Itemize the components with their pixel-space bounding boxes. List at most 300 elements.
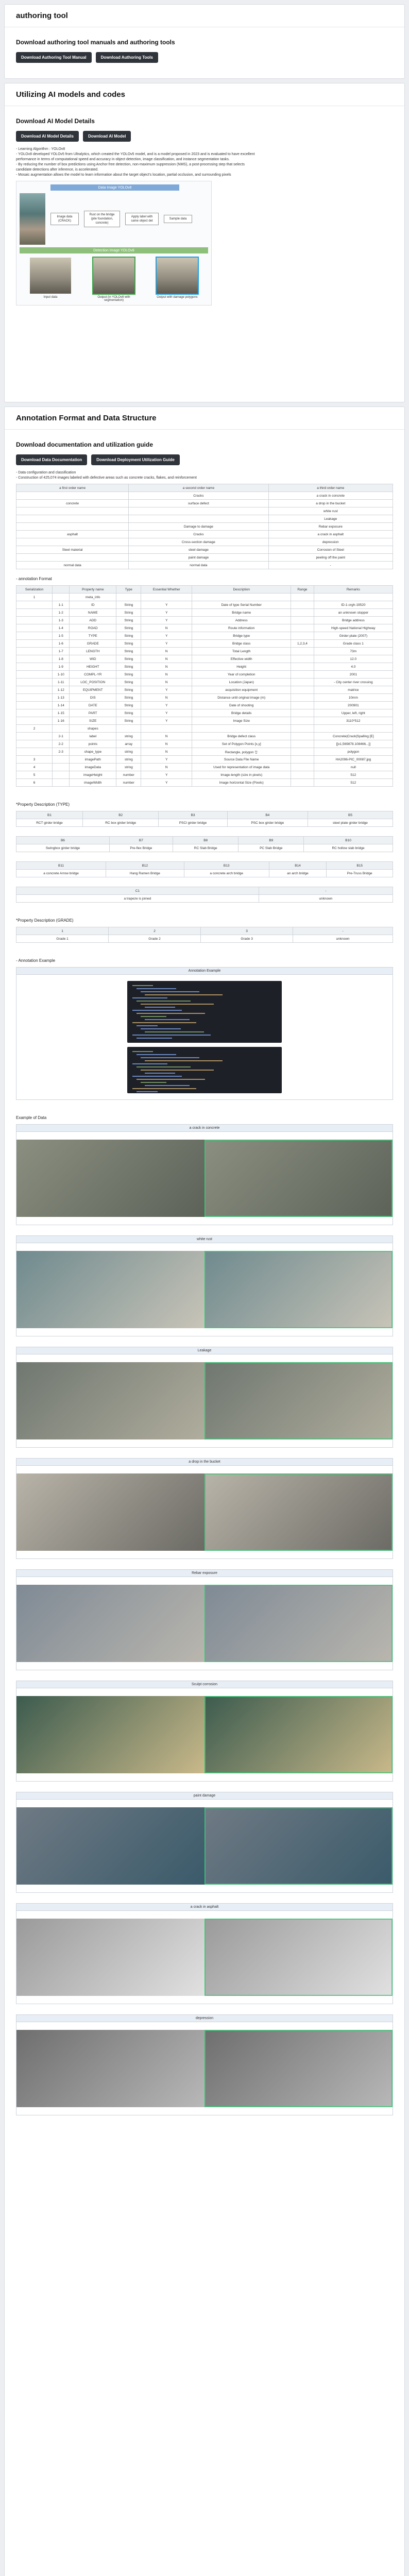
code-screenshot — [127, 981, 282, 1043]
table-row — [16, 617, 393, 624]
table-cell: string — [116, 733, 141, 740]
table-cell: Used for representation of image data — [192, 764, 291, 771]
output-photo — [157, 258, 198, 294]
type-table — [16, 836, 393, 852]
table-row — [16, 725, 393, 733]
table-cell: String — [116, 617, 141, 624]
table-cell — [291, 686, 314, 694]
table-cell — [291, 709, 314, 717]
table-row — [16, 671, 393, 679]
table-cell: paint damage — [129, 554, 268, 562]
table-cell: Y — [141, 617, 192, 624]
table-cell: a concrete Arrow bridge — [16, 870, 106, 877]
table-cell — [53, 764, 70, 771]
table-cell: N — [141, 748, 192, 756]
table-cell: 1-15 — [53, 709, 70, 717]
table-cell — [291, 671, 314, 679]
table-cell — [291, 655, 314, 663]
table-cell — [291, 764, 314, 771]
table-cell: Concrete|Crack|Spalling [E] — [314, 733, 393, 740]
table-cell: COMPL-YR — [70, 671, 116, 679]
table-cell: ID — [70, 601, 116, 609]
table-row — [16, 655, 393, 663]
table-cell: Bridge defect class — [192, 733, 291, 740]
example-labeled-image — [204, 1919, 393, 1996]
table-cell: imageHeight — [70, 771, 116, 779]
table-cell: PSC box girder bridge — [227, 819, 308, 827]
table-cell — [16, 632, 53, 640]
table-cell — [16, 648, 53, 655]
table-cell: a crack in asphalt — [268, 531, 393, 538]
table-cell — [291, 733, 314, 740]
table-header: 1 — [16, 927, 109, 935]
download-tools-button[interactable]: Download Authoring Tools — [96, 52, 158, 63]
table-cell: SIZE — [70, 717, 116, 725]
table-cell: Grade 3 — [201, 935, 293, 943]
table-header: B13 — [184, 862, 269, 870]
input-image-stack — [20, 193, 45, 245]
table-cell: shape_type — [70, 748, 116, 756]
table-cell: HEIGHT — [70, 663, 116, 671]
table-cell: Location (Japan) — [192, 679, 291, 686]
example-labeled-image — [204, 2030, 393, 2107]
table-cell: 4 — [16, 764, 53, 771]
table-cell: Effective width — [192, 655, 291, 663]
table-cell: peeling off the paint — [268, 554, 393, 562]
table-row — [16, 648, 393, 655]
table-cell — [291, 694, 314, 702]
table-cell: 1-2 — [53, 609, 70, 617]
table-cell: string — [116, 756, 141, 764]
input-photo — [30, 258, 71, 294]
example-original-image — [16, 1585, 204, 1662]
example-labeled-image — [204, 1585, 393, 1662]
ai-models-subtitle: Download AI Model Details — [16, 117, 95, 125]
table-cell — [291, 756, 314, 764]
example-original-image — [16, 1251, 204, 1328]
table-cell: N — [141, 740, 192, 748]
table-cell: Bridge name — [192, 609, 291, 617]
table-cell: Cross-section damage — [129, 538, 268, 546]
table-header: a second order name — [129, 484, 268, 492]
table-cell — [291, 740, 314, 748]
table-cell: 4.0 — [314, 663, 393, 671]
table-cell: Y — [141, 779, 192, 787]
example-original-image — [16, 2030, 204, 2107]
table-cell: Y — [141, 709, 192, 717]
table-cell — [291, 725, 314, 733]
example-title: Sculpt corrosion — [16, 1681, 393, 1688]
example-title: paint damage — [16, 1792, 393, 1800]
type-tables — [16, 811, 393, 903]
table-cell: String — [116, 702, 141, 709]
table-header: Type — [116, 586, 141, 594]
download-guide-button[interactable]: Download Deployment Utilization Guide — [91, 454, 180, 465]
table-cell — [291, 748, 314, 756]
example-labeled-image — [204, 1362, 393, 1439]
table-header: B2 — [82, 811, 159, 819]
table-cell: N — [141, 679, 192, 686]
example-pair — [16, 1235, 393, 1336]
table-row — [16, 546, 393, 554]
table-cell — [291, 617, 314, 624]
table-cell: Y — [141, 702, 192, 709]
table-cell: unknown — [293, 935, 393, 943]
table-header: B8 — [173, 837, 238, 844]
table-cell: 1-8 — [53, 655, 70, 663]
table-row — [16, 640, 393, 648]
table-cell: Y — [141, 640, 192, 648]
table-cell: Hang Ramen Bridge — [106, 870, 184, 877]
annotation-subtitle: Download documentation and utilization guide — [16, 441, 153, 448]
table-cell: Y — [141, 601, 192, 609]
table-cell: 2-1 — [53, 733, 70, 740]
table-header: Remarks — [314, 586, 393, 594]
table-cell: RC Slab Bridge — [173, 844, 238, 852]
table-cell: 1-4 — [53, 624, 70, 632]
table-cell: Upper, left, right — [314, 709, 393, 717]
table-cell: String — [116, 624, 141, 632]
table-header: B5 — [308, 811, 393, 819]
table-row — [16, 717, 393, 725]
table-cell — [16, 507, 129, 515]
table-cell: High-speed National Highway — [314, 624, 393, 632]
table-cell — [16, 733, 53, 740]
table-cell — [291, 601, 314, 609]
table-cell: number — [116, 779, 141, 787]
table-cell — [291, 779, 314, 787]
table-cell — [16, 702, 53, 709]
table-cell: 1-9 — [53, 663, 70, 671]
table-row — [16, 740, 393, 748]
table-row — [16, 624, 393, 632]
annotation-card — [4, 406, 405, 2576]
table-cell: N — [141, 764, 192, 771]
table-cell: WID — [70, 655, 116, 663]
annotation-example — [16, 967, 393, 1100]
table-header: B10 — [304, 837, 393, 844]
table-cell: Date of shooting — [192, 702, 291, 709]
annotation-title: Annotation Format and Data Structure — [16, 414, 157, 422]
table-cell: Y — [141, 756, 192, 764]
table-cell: acquisition equipment — [192, 686, 291, 694]
table-cell: Bridge type — [192, 632, 291, 640]
table-cell — [291, 632, 314, 640]
table-cell: steel damage — [129, 546, 268, 554]
table-cell — [53, 725, 70, 733]
table-cell — [16, 538, 129, 546]
table-cell — [16, 609, 53, 617]
example-pair — [16, 1124, 393, 1225]
table-cell — [53, 779, 70, 787]
table-cell: 200901 — [314, 702, 393, 709]
table-cell: String — [116, 609, 141, 617]
table-cell: number — [116, 771, 141, 779]
table-row — [16, 554, 393, 562]
table-cell: RC hollow slab bridge — [304, 844, 393, 852]
table-cell: PART — [70, 709, 116, 717]
table-cell — [16, 624, 53, 632]
table-row — [16, 538, 393, 546]
table-cell: Grade class 1 — [314, 640, 393, 648]
authoring-tool-subtitle: Download authoring tool manuals and authoring tools — [16, 39, 175, 46]
annotation-format-label: - annotation Format — [16, 577, 52, 581]
table-cell: Y — [141, 609, 192, 617]
diagram-box: Sample data — [164, 215, 192, 223]
table-row — [16, 663, 393, 671]
table-cell — [53, 594, 70, 601]
table-cell: ADD — [70, 617, 116, 624]
table-cell: depression — [268, 538, 393, 546]
example-title: white rust — [16, 1236, 393, 1243]
table-cell: Y — [141, 771, 192, 779]
diagram-caption: Input data — [43, 296, 58, 299]
example-title: Leakage — [16, 1347, 393, 1354]
table-cell — [291, 679, 314, 686]
table-row — [16, 733, 393, 740]
table-cell: 1,2,3,4 — [291, 640, 314, 648]
table-row — [16, 779, 393, 787]
table-header: a third order name — [268, 484, 393, 492]
table-cell — [16, 663, 53, 671]
table-cell — [16, 671, 53, 679]
table-cell — [16, 601, 53, 609]
download-ai-model-button[interactable]: Download AI Model — [83, 131, 131, 142]
authoring-tool-card — [4, 4, 405, 79]
type-table — [16, 887, 393, 903]
example-title: depression — [16, 2015, 393, 2022]
table-cell: Set of Polygon Points [x,y] — [192, 740, 291, 748]
type-table — [16, 861, 393, 877]
table-cell — [16, 640, 53, 648]
table-header: B6 — [16, 837, 110, 844]
bullet: - Learning Algorithm : YOLOv8 — [16, 147, 65, 151]
table-cell: points — [70, 740, 116, 748]
annotation-format-table — [16, 585, 393, 787]
authoring-tool-title: authoring tool — [16, 11, 68, 20]
table-header: a first order name — [16, 484, 129, 492]
example-pair — [16, 1569, 393, 1670]
table-cell: 1-11 — [53, 679, 70, 686]
diagram-top-bar: Data Image YOLOv8 — [50, 184, 179, 191]
table-cell: Image Size — [192, 717, 291, 725]
table-cell: Total Length — [192, 648, 291, 655]
table-cell: Cracks — [129, 531, 268, 538]
table-cell: Rectangle, polygon 등 — [192, 748, 291, 756]
table-header: B15 — [327, 862, 393, 870]
table-cell — [291, 717, 314, 725]
table-cell: Leakage — [268, 515, 393, 523]
example-original-image — [16, 1473, 204, 1551]
table-cell — [192, 594, 291, 601]
table-cell: RCT girder bridge — [16, 819, 83, 827]
table-cell: array — [116, 740, 141, 748]
table-cell — [16, 740, 53, 748]
table-header: B7 — [109, 837, 173, 844]
table-cell — [314, 594, 393, 601]
table-header: Property name — [70, 586, 116, 594]
table-cell: DIS — [70, 694, 116, 702]
table-cell: String — [116, 679, 141, 686]
table-cell: Bridge class — [192, 640, 291, 648]
table-header: Range — [291, 586, 314, 594]
table-cell: N — [141, 663, 192, 671]
example-title: a crack in concrete — [16, 1125, 393, 1132]
table-cell — [116, 725, 141, 733]
table-header: Essential Whether — [141, 586, 192, 594]
table-cell: String — [116, 632, 141, 640]
table-cell — [53, 771, 70, 779]
table-cell — [291, 624, 314, 632]
classification-table — [16, 484, 393, 569]
table-cell — [192, 725, 291, 733]
table-cell: 1-13 — [53, 694, 70, 702]
table-cell: label — [70, 733, 116, 740]
table-cell — [16, 655, 53, 663]
table-cell: 1-10 — [53, 671, 70, 679]
table-cell: Bridge details — [192, 709, 291, 717]
table-cell: Image horizontal Size (Pixels) — [192, 779, 291, 787]
table-cell: ID-1-crgh-19520 — [314, 601, 393, 609]
example-original-image — [16, 1696, 204, 1773]
table-cell: 1-1 — [53, 601, 70, 609]
table-cell: ROAD — [70, 624, 116, 632]
diagram-box: Image data (CRACK) — [50, 213, 79, 225]
example-title: a drop in the bucket — [16, 1459, 393, 1466]
table-header — [53, 586, 70, 594]
table-cell: Distance until original image (m) — [192, 694, 291, 702]
table-cell: shapes — [70, 725, 116, 733]
table-cell — [16, 717, 53, 725]
download-ai-details-button[interactable]: Download AI Model Details — [16, 131, 79, 142]
table-cell — [16, 709, 53, 717]
table-cell: Pre-Truss Bridge — [327, 870, 393, 877]
table-row — [16, 601, 393, 609]
table-cell — [129, 507, 268, 515]
table-cell: Grade 1 — [16, 935, 109, 943]
example-pair — [16, 1681, 393, 1782]
annotation-example-title: Annotation Example — [16, 968, 393, 975]
table-cell: a concrete arch bridge — [184, 870, 269, 877]
table-cell: Bridge address — [314, 617, 393, 624]
annotation-example-label: - Annotation Example — [16, 958, 56, 963]
table-cell — [314, 725, 393, 733]
table-cell: 73m — [314, 648, 393, 655]
table-cell — [53, 756, 70, 764]
table-cell: unknown — [259, 895, 393, 903]
table-cell: String — [116, 671, 141, 679]
table-header: 3 — [201, 927, 293, 935]
table-cell: Grade 2 — [109, 935, 201, 943]
table-cell: LENGTH — [70, 648, 116, 655]
table-row — [16, 531, 393, 538]
table-cell: Pre-flex Bridge — [109, 844, 173, 852]
example-original-image — [16, 1140, 204, 1217]
table-cell: N — [141, 648, 192, 655]
table-cell: N — [141, 733, 192, 740]
table-cell: EQUIPMENT — [70, 686, 116, 694]
table-cell: Year of completion — [192, 671, 291, 679]
table-cell — [291, 663, 314, 671]
download-data-doc-button[interactable]: Download Data Documentation — [16, 454, 87, 465]
table-cell: NAME — [70, 609, 116, 617]
table-cell: TYPE — [70, 632, 116, 640]
type-description-label: *Property Description (TYPE) — [16, 802, 70, 807]
example-data-label: Example of Data — [16, 1115, 47, 1120]
table-cell: white rust — [268, 507, 393, 515]
table-cell: imagePath — [70, 756, 116, 764]
bullet: - Data configuration and classification — [16, 471, 76, 474]
table-cell — [16, 492, 129, 500]
table-header: B3 — [159, 811, 227, 819]
table-row — [16, 748, 393, 756]
table-cell: Height — [192, 663, 291, 671]
table-cell — [291, 609, 314, 617]
table-cell: RC box girder bridge — [82, 819, 159, 827]
table-cell: Damage to damage — [129, 523, 268, 531]
table-row — [16, 492, 393, 500]
table-cell: - — [268, 562, 393, 569]
ai-bullets — [16, 147, 393, 178]
table-cell: HA2096-PIC_00087.jpg — [314, 756, 393, 764]
example-pair — [16, 1903, 393, 2004]
table-cell: Date of type Serial Number — [192, 601, 291, 609]
bullet: candidate detections after inference, is accelerated. — [16, 168, 98, 172]
table-cell: 12.0 — [314, 655, 393, 663]
example-pair — [16, 1792, 393, 1893]
table-cell: imageData — [70, 764, 116, 771]
table-cell: PC Slab Bridge — [238, 844, 304, 852]
table-cell: N — [141, 694, 192, 702]
download-manual-button[interactable]: Download Authoring Tool Manual — [16, 52, 92, 63]
table-cell: Y — [141, 717, 192, 725]
table-cell: a trapeze is joined — [16, 895, 259, 903]
example-original-image — [16, 1362, 204, 1439]
table-row — [16, 515, 393, 523]
table-header: B9 — [238, 837, 304, 844]
table-cell: Y — [141, 632, 192, 640]
example-labeled-image — [204, 1807, 393, 1885]
code-screenshot — [127, 1047, 282, 1093]
table-cell: 1-16 — [53, 717, 70, 725]
bullet: - YOLOv8 developed YOLOv5 from Ultralytics, which created the YOLOv5 model, and is a model proposed in 2023 and is evaluated to have excellent — [16, 152, 255, 156]
output-photo — [93, 258, 134, 294]
table-header: - — [259, 887, 393, 895]
table-cell: steel plate girder bridge — [308, 819, 393, 827]
table-cell: string — [116, 764, 141, 771]
table-cell: String — [116, 686, 141, 694]
diagram-box: Apply label with same object det — [125, 213, 159, 225]
table-cell: String — [116, 601, 141, 609]
table-cell: imageWidth — [70, 779, 116, 787]
table-cell: GRADE — [70, 640, 116, 648]
table-cell — [16, 686, 53, 694]
example-title: a crack in asphalt — [16, 1904, 393, 1911]
table-row — [16, 679, 393, 686]
table-cell — [291, 594, 314, 601]
table-cell: null — [314, 764, 393, 771]
table-header: B4 — [227, 811, 308, 819]
table-row — [16, 562, 393, 569]
table-cell: PSCI girder bridge — [159, 819, 227, 827]
table-cell — [291, 771, 314, 779]
table-cell: 1-6 — [53, 640, 70, 648]
example-list — [16, 1124, 393, 2115]
table-row — [16, 756, 393, 764]
table-cell: Image-length (size in pixels) — [192, 771, 291, 779]
table-cell — [129, 515, 268, 523]
table-cell — [16, 694, 53, 702]
